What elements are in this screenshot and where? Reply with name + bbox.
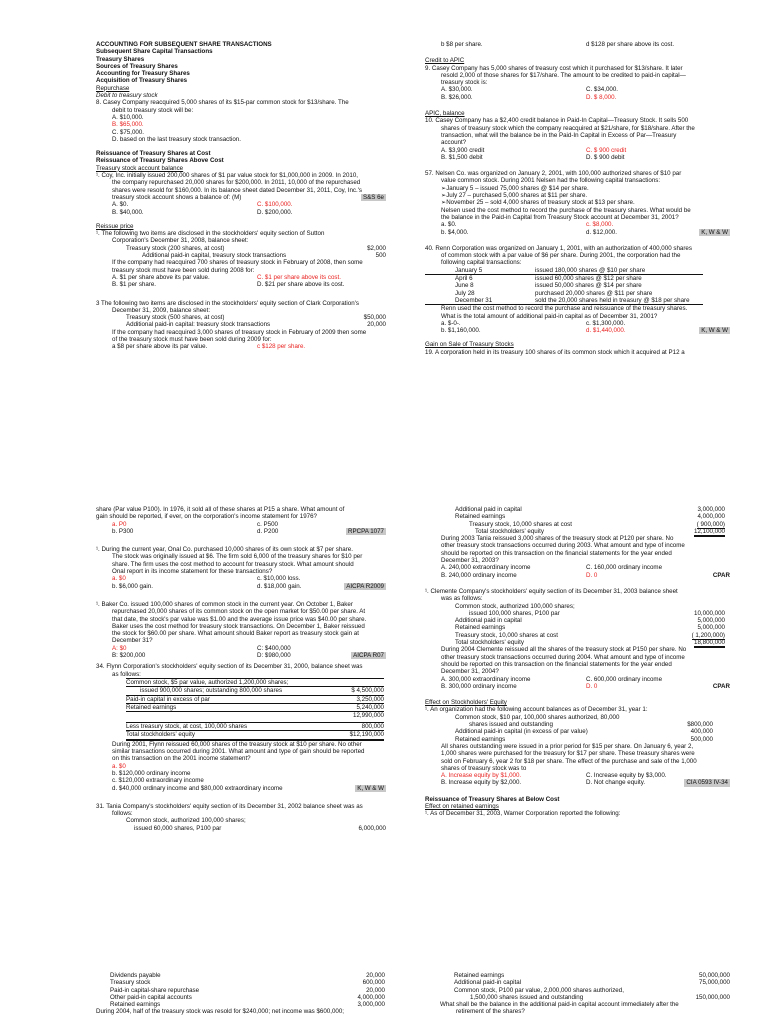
q19-option-d: d. P200 xyxy=(257,527,279,535)
clark-option-a: a $8 per share above its par value. xyxy=(112,343,208,351)
org-text-4: sold on February 6, year 2 for $18 per share. The effect of the purchase and sale of the 1,000 xyxy=(441,757,697,765)
flynn-text-2: as follows: xyxy=(112,670,141,678)
baker-text-1: ¹. Baker Co. issued 100,000 shares of common stock in the current year. On October 1, Baker xyxy=(96,600,353,608)
flynn-row: Retained earnings 5,240,000 xyxy=(126,703,384,711)
heading-reissue-cost: Reissuance of Treasury Shares at Cost xyxy=(96,150,211,158)
clem-row: Total stockholders' equity 18,800,000 xyxy=(455,639,725,646)
flynn-row: 12,990,000 xyxy=(126,712,384,723)
onal-option-b: b. $6,000 gain. xyxy=(112,582,153,590)
q9-text-2: resold 2,000 of those shares for $17/share. The amount to be credited to paid-in capital— xyxy=(441,71,686,79)
q8-option-c: C. $75,000. xyxy=(112,128,144,136)
baker-text-6: December 31? xyxy=(112,637,153,645)
q57-item-2: ➢ July 27 – purchased 5,000 shares at $11 per share. xyxy=(425,192,730,199)
q8-text-2: debit to treasury stock will be: xyxy=(112,106,194,114)
q40-row: April 6 issued 60,000 shares @ $12 per share xyxy=(455,275,642,283)
clark-options-row-2 xyxy=(425,41,730,48)
q57-item-3: ➢ November 25 – sold 4,000 shares of treasury stock at $13 per share. xyxy=(425,199,730,206)
clark-text-1: 3 The following two items are disclosed in the stockholders' equity section of Clark Corporation's xyxy=(96,299,359,307)
coy-option-c: C. $100,000. xyxy=(257,201,293,209)
source-tag: S&S 6e xyxy=(363,193,384,201)
flynn-option-b: b. $120,000 ordinary income xyxy=(112,769,191,777)
page-2-right-column xyxy=(425,506,730,818)
q9-option-d: D. $ 8,000. xyxy=(586,93,617,101)
sutton-option-d: D. $21 per share above its cost. xyxy=(257,281,345,289)
q10-text-3: transaction, what will the balance be in the Paid-In Capital in Excess of Par—Treasury xyxy=(441,131,677,139)
flynn-row: Total stockholders' equity $12,190,000 xyxy=(126,731,384,740)
q10-option-d: D. $ 900 debit xyxy=(586,153,625,161)
tania-row: Treasury stock, 10,000 shares at cost ( 900,000) xyxy=(469,520,725,528)
coy-options-row-1 xyxy=(96,201,386,208)
org-option-d: D. Not change equity. xyxy=(586,779,646,787)
q57-item-1: ➢ January 5 – issued 75,000 shares @ $14 per share. xyxy=(425,185,730,192)
q40-option-b: b. $1,160,000. xyxy=(441,327,481,335)
q9-text-1: 9. Casey Company has 5,000 shares of treasury cost which it purchased for $13/share. It later xyxy=(425,64,683,72)
warner-row: Other paid-in capital accounts 4,000,000 xyxy=(110,993,385,1001)
q8-option-b: B. $65,000. xyxy=(112,121,144,129)
coy-text-4: treasury stock account shows a balance of: (M) xyxy=(112,193,242,201)
coy-option-a: A. $0. xyxy=(112,201,129,209)
label-repurchase: Repurchase xyxy=(96,84,130,92)
source-tag: CPAR xyxy=(712,682,730,690)
warner-row: Paid-in capital-share repurchase 20,000 xyxy=(110,986,385,994)
page-1-left-column xyxy=(96,41,386,351)
clem-table xyxy=(455,603,725,647)
heading-sub1: Subsequent Share Capital Transactions xyxy=(96,48,213,56)
flynn-row: Less treasury stock, at cost, 100,000 shares 800,000 xyxy=(126,723,384,731)
q40-text-3: following capital transactions: xyxy=(441,259,522,267)
baker-option-d: D: $980,000 xyxy=(257,652,291,660)
flynn-row: Common stock, $5 par value, authorized 1,200,000 shares; xyxy=(126,678,384,687)
sutton-text-1: ¹. The following two items are disclosed in the stockholders' equity section of Sutton xyxy=(96,230,325,238)
org-text-5: shares of treasury stock was to xyxy=(441,764,527,772)
q19-cont-2: gain should be reported, if ever, on the corporation's income statement for 1976? xyxy=(96,513,317,521)
baker-option-a: A: $0 xyxy=(112,644,127,652)
baker-text-2: repurchased 20,000 shares of its common stock on the open market for $50.00 per share. At xyxy=(112,608,366,616)
q19-options-row-2 xyxy=(96,528,386,535)
q9-option-b: B. $26,000. xyxy=(441,93,473,101)
q19-option-a: a. P0 xyxy=(112,520,127,528)
warner-text: ¹. As of December 31, 2003, Warner Corporation reported the following: xyxy=(425,810,621,818)
q9-option-a: A. $30,000. xyxy=(441,86,473,94)
q19-text: 19. A corporation held in its treasury 100 shares of its common stock which it acquired at P12 a xyxy=(425,348,685,356)
onal-option-d: d. $18,000 gain. xyxy=(257,582,302,590)
clem-option-b: B. 300,000 ordinary income xyxy=(441,682,517,690)
tania-row: Common stock, authorized 100,000 shares; xyxy=(126,817,246,825)
onal-option-c: c. $10,000 loss. xyxy=(257,575,301,583)
q40-row: December 31 sold the 20,000 shares held in treasury @ $18 per share xyxy=(425,297,703,305)
baker-option-c: C: $400,000 xyxy=(257,644,291,652)
q57-options-row-1 xyxy=(425,221,730,228)
q8-option-d: D. based on the last treasury stock transaction. xyxy=(112,135,241,143)
org-table xyxy=(455,714,713,743)
baker-option-b: B: $200,000 xyxy=(112,652,146,660)
baker-options-row-2 xyxy=(96,652,386,659)
q57-text-1: 57. Nelsen Co. was organized on January 2, 2001, with 100,000 authorized shares of $10 par xyxy=(425,170,682,178)
q9-text-3: treasury stock is: xyxy=(441,79,488,87)
label-effect-re: Effect on retained earnings xyxy=(425,802,499,810)
page-1 xyxy=(0,0,768,440)
page-3-right-column xyxy=(440,972,730,1016)
q57-option-a: a. $0. xyxy=(441,221,457,229)
org-row: shares issued and outstanding $800,000 xyxy=(469,721,713,729)
q40-options-row-1 xyxy=(425,320,730,327)
retire-row: 1,500,000 shares issued and outstanding 150,000,000 xyxy=(470,993,730,1001)
sutton-item-2: Additional paid-in capital, treasury stock transactions 500 xyxy=(142,252,386,260)
q10-text-2: shares of treasury stock which the company reacquired at $21/share, for $18/share. After the xyxy=(441,124,695,132)
clem-row: Additional paid in capital 5,000,000 xyxy=(455,617,725,625)
label-debit-ts: Debit to treasury stock xyxy=(96,92,158,100)
flynn-option-d: d. $40,000 ordinary income and $80,000 extraordinary income K, W & W xyxy=(112,784,384,792)
org-option-c: C. Increase equity by $3,000. xyxy=(586,772,667,780)
coy-options-row-2 xyxy=(96,209,386,216)
clem-option-c: C. 600,000 ordinary income xyxy=(586,675,663,683)
clark-option-b: b $8 per share. xyxy=(441,41,483,48)
q9-options-row-2 xyxy=(425,94,730,101)
tania-text-6: December 31, 2003? xyxy=(441,557,499,565)
org-row: Retained earnings 500,000 xyxy=(455,735,713,743)
source-tag: CIA 0593 IV-34 xyxy=(686,779,728,787)
page-3 xyxy=(0,966,768,1024)
q10-option-c: C. $ 900 credit xyxy=(586,146,627,154)
q57-option-c: c. $8,000. xyxy=(586,221,614,229)
tania-table-cont xyxy=(455,506,725,535)
tania-row: Additional paid in capital 3,000,000 xyxy=(455,506,725,513)
q57-text-4: the balance in the Paid-in Capital from Treasury Stock account at December 31, 2001? xyxy=(441,213,679,221)
q57-text-2: value common stock. During 2001 Nelsen had the following capital transactions: xyxy=(441,177,661,185)
clem-text-2: was as follows: xyxy=(441,595,483,603)
clark-item-1: Treasury stock (500 shares, at cost) $50,000 xyxy=(126,314,386,322)
q40-option-c: c. $1,300,000. xyxy=(586,319,626,327)
q19-option-c: c. P500 xyxy=(257,520,278,528)
clem-row: issued 100,000 shares, P100 par 10,000,000 xyxy=(469,609,725,617)
clark-option-c: c $128 per share. xyxy=(257,343,306,351)
clem-text-3: During 2004 Clemente reissued all the shares of the treasury stock at P150 per share. No xyxy=(441,646,687,654)
org-row: Additional paid-in capital (in excess of par value) 400,000 xyxy=(455,728,713,736)
clem-row: Common stock, authorized 100,000 shares; xyxy=(455,602,575,610)
warner-row: Treasury stock 600,000 xyxy=(110,979,385,987)
retire-row: Common stock, P100 par value, 2,000,000 shares authorized, xyxy=(454,986,624,994)
heading-sub3: Sources of Treasury Shares xyxy=(96,62,178,70)
q40-text-1: 40. Renn Corporation was organized on January 1, 2001, with an authorization of 400,000 shares xyxy=(425,244,692,252)
q57-text-3: Nelsen used the cost method to record the purchase of the treasury shares. What would be xyxy=(441,206,691,214)
tania-option-b: B. 240,000 ordinary income xyxy=(441,571,517,579)
flynn-text-1: 34. Flynn Corporation's stockholders' equity section of its December 31, 2000, balance sheet was xyxy=(96,663,363,671)
sutton-options-row-2 xyxy=(96,281,386,288)
sutton-text-2: Corporation's December 31, 2008, balance sheet: xyxy=(112,237,249,245)
q19-options-row-1 xyxy=(96,521,386,528)
onal-text-2: The stock was originally issued at $6. The firm sold 6,000 of the treasury shares for $10 per xyxy=(112,553,363,561)
sutton-options-row-1 xyxy=(96,274,386,281)
org-option-b: B. Increase equity by $2,000. xyxy=(441,779,522,787)
org-row: Common stock, $10 par, 100,000 shares authorized, 80,000 xyxy=(455,713,620,721)
retire-text-2: retirement of the shares? xyxy=(456,1008,525,1016)
tania-text-5: should be reported on this transaction on the financial statements for the year ended xyxy=(441,549,672,557)
coy-text-3: shares were resold for $160,000. In its balance sheet dated December 31, 2011, Coy, Inc.'s S&S 6e xyxy=(112,186,384,201)
q10-options-row-1 xyxy=(425,147,730,154)
source-tag: K, W & W xyxy=(701,228,728,236)
heading-reissue-above: Reissuance of Treasury Shares Above Cost xyxy=(96,157,224,165)
onal-option-a: a. $0 xyxy=(112,575,126,583)
label-effect-equity: Effect on Stockholders' Equity xyxy=(425,699,507,707)
sutton-option-b: B. $1 per share. xyxy=(112,281,157,289)
q40-options-row-2 xyxy=(425,327,730,334)
onal-text-3: share. The firm uses the cost method to account for treasury stock. What amount should xyxy=(112,560,354,568)
org-options-row-2 xyxy=(425,779,730,786)
flynn-row: Paid-in capital in excess of par 3,250,000 xyxy=(126,695,384,703)
q10-option-a: A. $3,900 credit xyxy=(441,146,485,154)
clark-options-row xyxy=(96,343,386,350)
clem-options-row-2 xyxy=(425,683,730,690)
page-2 xyxy=(0,500,768,960)
q57-options-row-2 xyxy=(425,229,730,236)
tania-text-1: 31. Tania Company's stockholders' equity section of its December 31, 2002 balance sheet was as xyxy=(96,802,363,810)
q40-text-4: Renn used the cost method to record the purchase and reissuance of the treasury shares. xyxy=(441,305,688,313)
clark-item-2: Additional paid-in capital: treasury stock transactions 20,000 xyxy=(126,321,386,329)
heading-sub4: Accounting for Treasury Shares xyxy=(96,70,190,78)
q40-row: January 5 issued 180,000 shares @ $10 per share xyxy=(425,267,703,275)
clark-text-3: If the company had reacquired 3,000 shares of treasury stock in February of 2009 then some xyxy=(112,328,367,336)
tania-row: issued 60,000 shares, P100 par 6,000,000 xyxy=(134,824,386,832)
heading-main: ACCOUNTING FOR SUBSEQUENT SHARE TRANSACTIONS xyxy=(96,41,272,48)
q10-text-4: account? xyxy=(441,139,467,147)
sutton-text-3: If the company had reacquired 700 shares of treasury stock in February of 2008, then some xyxy=(112,259,363,267)
flynn-table xyxy=(126,678,384,741)
heading-reissue-below: Reissuance of Treasury Shares at Below Cost xyxy=(425,795,560,803)
clem-text-1: ¹. Clemente Company's stockholders' equity section of its December 31, 2003 balance sheet xyxy=(425,587,678,595)
page-2-left-column xyxy=(96,506,386,832)
source-tag: RPCPA 1077 xyxy=(348,527,384,535)
org-text-3: 1,000 shares were purchased for the treasury for $17 per share. These treasury shares were xyxy=(441,750,695,758)
q40-option-d: d. $1,440,000. xyxy=(586,327,626,335)
org-options-row-1 xyxy=(425,772,730,779)
coy-text-2: the company repurchased 20,000 shares for $200,000. In 2011, 10,000 of the repurchased xyxy=(112,179,361,187)
retire-text-1: What shall be the balance in the additional paid-in capital account immediately after the xyxy=(440,1001,679,1009)
baker-text-4: Baker uses the cost method for treasury stock transactions. On December 1, Baker reissued xyxy=(112,622,365,630)
q8-text: 8. Casey Company reacquired 5,000 shares of its $15-par common stock for $13/share. The xyxy=(96,99,349,107)
flynn-text-3: During 2001, Flynn reissued 60,000 shares of the treasury stock at $10 per share. No other xyxy=(112,740,362,748)
coy-option-b: B. $40,000. xyxy=(112,208,144,216)
tania-option-c: C. 160,000 ordinary income xyxy=(586,564,663,572)
clem-row: Treasury stock, 10,000 shares at cost ( 1,200,000) xyxy=(455,631,725,639)
source-tag: AICPA R2009 xyxy=(346,582,384,590)
page-3-left-column xyxy=(96,972,385,1016)
onal-text-1: ¹. During the current year, Onal Co. purchased 10,000 shares of its own stock at $7 per share. xyxy=(96,546,353,554)
org-option-a: A. Increase equity by $1,000. xyxy=(441,772,522,780)
flynn-text-4: similar transactions occurred during 2001. What amount and type of gain should be reported xyxy=(112,748,365,756)
heading-sub5: Acquisition of Treasury Shares xyxy=(96,77,188,85)
clark-option-d: d $128 per share above its cost. xyxy=(586,41,675,48)
sutton-option-a: A. $1 per share above its par value. xyxy=(112,273,210,281)
source-tag: K, W & W xyxy=(357,784,384,792)
tania-row: Retained earnings 4,000,000 xyxy=(455,513,725,521)
clem-row: Retained earnings 5,000,000 xyxy=(455,624,725,632)
q10-options-row-2 xyxy=(425,154,730,161)
tania-row: Total stockholders' equity 12,100,000 xyxy=(455,528,725,535)
heading-sub2: Treasury Shares xyxy=(96,55,145,63)
q19-cont-1: share (Par value P100). In 1976, it sold all of these shares at P15 a share. What amount of xyxy=(96,506,345,513)
clem-option-a: A. 300,000 extraordinary income xyxy=(441,675,531,683)
label-reissue-price: Reissue price xyxy=(96,222,134,230)
tania-option-a: A. 240,000 extraordinary income xyxy=(441,564,531,572)
tania-text-4: other treasury stock transactions occurred during 2003. What amount and type of income xyxy=(441,542,685,550)
flynn-text-5: on this transaction on the 2001 income statement? xyxy=(112,755,251,763)
q40-row: June 8 issued 50,000 shares @ $14 per share xyxy=(455,282,642,290)
source-tag: AICPA R07 xyxy=(353,652,384,660)
org-text-2: All shares outstanding were issued in a prior period for $15 per share. On January 6, year 2, xyxy=(441,742,694,750)
q10-option-b: B. $1,500 debit xyxy=(441,153,483,161)
baker-text-5: the stock for $60.00 per share. What amount should Baker report as treasury stock gain at xyxy=(112,630,359,638)
sutton-item-1: Treasury stock (200 shares, at cost) $2,000 xyxy=(126,244,386,252)
q40-text-5: What is the total amount of additional paid-in capital as of December 31, 2001? xyxy=(441,312,658,320)
clem-text-6: December 31, 2004? xyxy=(441,668,499,676)
clem-text-4: other treasury stock transactions occurred during 2004. What amount and type of income xyxy=(441,653,685,661)
q40-text-2: of common stock with a par value of $6 per share. During 2001, the corporation had the xyxy=(441,252,681,260)
tania-option-d: D. 0 xyxy=(586,571,598,579)
tania-options-row-2 xyxy=(425,572,730,579)
flynn-option-a: a. $0 xyxy=(112,762,126,770)
retire-row: Retained earnings 50,000,000 xyxy=(454,972,730,979)
page-1-right-column xyxy=(425,41,730,356)
warner-text-2: During 2004, half of the treasury stock was resold for $240,000; net income was $600,000; xyxy=(96,1008,344,1016)
clem-option-d: D. 0 xyxy=(586,682,598,690)
label-ts-balance: Treasury stock account balance xyxy=(96,164,184,172)
coy-option-d: D. $200,000. xyxy=(257,208,293,216)
q9-options-row-1 xyxy=(425,86,730,93)
flynn-option-c: c. $120,000 extraordinary income xyxy=(112,777,204,785)
warner-row: Retained earnings 3,000,000 xyxy=(110,1001,385,1009)
source-tag: K, W & W xyxy=(701,327,728,335)
clark-text-4: of the treasury stock must have been sold during 2009 for: xyxy=(112,335,272,343)
onal-text-4: Onal report in its income statement for these transactions? xyxy=(112,568,273,576)
q9-option-c: C. $34,000. xyxy=(586,86,618,94)
clark-text-2: December 31, 2009, balance sheet: xyxy=(112,306,211,314)
coy-text-1: ¹. Coy, Inc. initially issued 200,000 shares of $1 par value stock for $1,000,000 in 2009. In 2010, xyxy=(96,172,358,180)
q57-option-b: b. $4,000. xyxy=(441,228,469,236)
sutton-text-4: treasury stock must have been sold during 2008 for: xyxy=(112,266,255,274)
tania-options-row-1 xyxy=(425,564,730,571)
warner-row: Dividends payable 20,000 xyxy=(110,972,385,979)
clem-text-5: should be reported on this transaction on the financial statements for the year ended xyxy=(441,660,672,668)
q8-option-a: A. $10,000. xyxy=(112,113,144,121)
flynn-row: issued 900,000 shares; outstanding 800,000 shares $ 4,500,000 xyxy=(126,687,384,695)
q57-option-d: d. $12,000. xyxy=(586,228,617,236)
sutton-option-c: C. $1 per share above its cost. xyxy=(257,273,341,281)
baker-text-3: that date, the stock's par value was $1.00 and the average issue price was $40.00 per share. xyxy=(112,615,367,623)
baker-options-row-1 xyxy=(96,645,386,652)
label-gain-sale: Gain on Sale of Treasury Stocks xyxy=(425,341,514,349)
tania-text-3: During 2003 Tania reissued 3,000 shares of the treasury stock at P120 per share. No xyxy=(441,535,674,543)
clem-options-row-1 xyxy=(425,676,730,683)
onal-options-row-2 xyxy=(96,583,386,590)
source-tag: CPAR xyxy=(712,571,730,579)
retire-row: Additional paid-in capital 75,000,000 xyxy=(454,979,730,987)
q40-row: July 28 purchased 20,000 shares @ $11 per share xyxy=(455,289,653,297)
q19-option-b: b. P300 xyxy=(112,527,134,535)
label-credit-apic: Credit to APIC xyxy=(425,57,465,65)
q10-text-1: 10. Casey Company has a $2,400 credit balance in Paid-In Capital—Treasury Stock. It sells 500 xyxy=(425,117,689,125)
onal-options-row-1 xyxy=(96,575,386,582)
org-text-1: ¹. An organization had the following account balances as of December 31, year 1: xyxy=(425,706,648,714)
label-apic-balance: APIC, balance xyxy=(425,110,465,118)
q40-option-a: a. $-0-. xyxy=(441,319,461,327)
tania-text-2: follows: xyxy=(112,810,133,818)
